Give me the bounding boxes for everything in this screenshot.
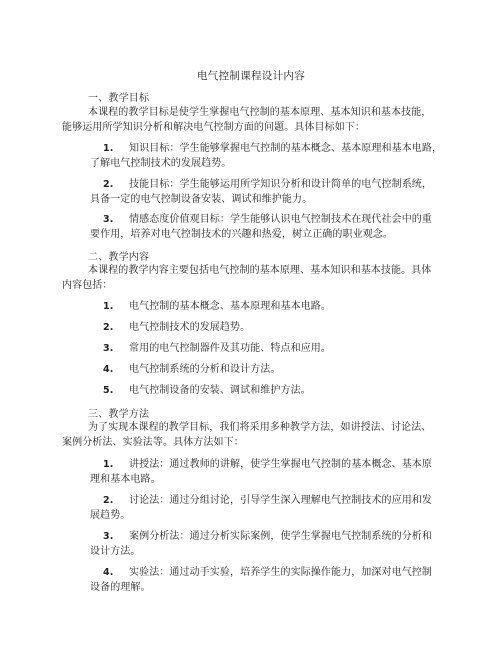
item-text: 讲授法：通过教师的讲解，使学生掌握电气控制的基本概念、基本原 — [129, 459, 432, 470]
item-number: 3. — [103, 214, 114, 225]
list-item — [88, 320, 450, 335]
intro-line: 内容包括： — [62, 279, 113, 291]
item-text: 常用的电气控制器件及其功能、特点和应用。 — [129, 343, 331, 354]
list-item — [88, 493, 450, 523]
item-number: 3. — [103, 343, 114, 354]
item-text: 电气控制系统的分析和设计方法。 — [129, 364, 281, 375]
section-intro-objectives — [62, 106, 452, 135]
intro-line: 为了实现本课程的教学目标，我们将采用多种教学方法，如讲授法、讨论法、 — [88, 422, 432, 433]
item-text: 知识目标：学生能够掌握电气控制的基本概念、基本原理和基本电路， — [129, 143, 443, 154]
section-heading-methods: 三、教学方法 — [88, 409, 150, 420]
item-text: 电气控制设备的安装、调试和维护方法。 — [129, 385, 311, 396]
intro-line: 案例分析法、实验法等。具体方法如下： — [62, 436, 244, 448]
list-item — [88, 457, 450, 487]
item-text: 展趋势。 — [90, 510, 131, 521]
item-text: 设备的理解。 — [90, 582, 151, 593]
list-item — [88, 177, 450, 207]
item-number: 4. — [103, 364, 114, 375]
item-text: 具备一定的电气控制设备安装、调试和维护能力。 — [90, 194, 313, 205]
item-number: 1. — [103, 459, 114, 470]
item-number: 1. — [103, 143, 114, 154]
item-number: 5. — [103, 385, 114, 396]
item-text: 情感态度价值观目标：学生能够认识电气控制技术在现代社会中的重 — [129, 214, 432, 225]
item-text: 电气控制的基本概念、基本原理和基本电路。 — [129, 301, 331, 312]
list-item — [88, 299, 450, 314]
item-number: 4. — [103, 567, 114, 578]
item-text: 电气控制技术的发展趋势。 — [129, 322, 251, 333]
item-text: 实验法：通过动手实验，培养学生的实际操作能力，加深对电气控制 — [129, 567, 432, 578]
item-number: 1. — [103, 301, 114, 312]
section-heading-content: 二、教学内容 — [88, 252, 150, 263]
list-item — [88, 141, 450, 171]
list-item — [88, 529, 450, 559]
section-heading-objectives: 一、教学目标 — [88, 93, 150, 104]
item-text: 要作用，培养对电气控制技术的兴趣和热爱，树立正确的职业观念。 — [90, 229, 393, 240]
list-item — [88, 362, 450, 377]
item-text: 讨论法：通过分组讨论，引导学生深入理解电气控制技术的应用和发 — [129, 495, 432, 506]
list-item — [88, 383, 450, 398]
item-number: 2. — [103, 179, 114, 190]
section-intro-methods — [62, 421, 452, 450]
intro-line: 本课程的教学目标是使学生掌握电气控制的基本原理、基本知识和基本技能， — [88, 107, 432, 118]
item-text: 设计方法。 — [90, 546, 141, 557]
item-number: 2. — [103, 495, 114, 506]
intro-line: 本课程的教学内容主要包括电气控制的基本原理、基本知识和基本技能。具体 — [88, 265, 432, 276]
item-number: 3. — [103, 531, 114, 542]
list-item — [88, 565, 450, 595]
document-title: 电气控制课程设计内容 — [197, 70, 305, 82]
section-intro-content — [62, 264, 452, 293]
item-text: 理和基本电路。 — [90, 474, 161, 485]
item-text: 技能目标：学生能够运用所学知识分析和设计简单的电气控制系统， — [129, 179, 432, 190]
item-text: 了解电气控制技术的发展趋势。 — [90, 158, 232, 169]
list-item — [88, 212, 450, 242]
list-item — [88, 341, 450, 356]
item-number: 2. — [103, 322, 114, 333]
item-text: 案例分析法：通过分析实际案例，使学生掌握电气控制系统的分析和 — [129, 531, 432, 542]
intro-line: 能够运用所学知识分析和解决电气控制方面的问题。具体目标如下： — [62, 121, 365, 133]
